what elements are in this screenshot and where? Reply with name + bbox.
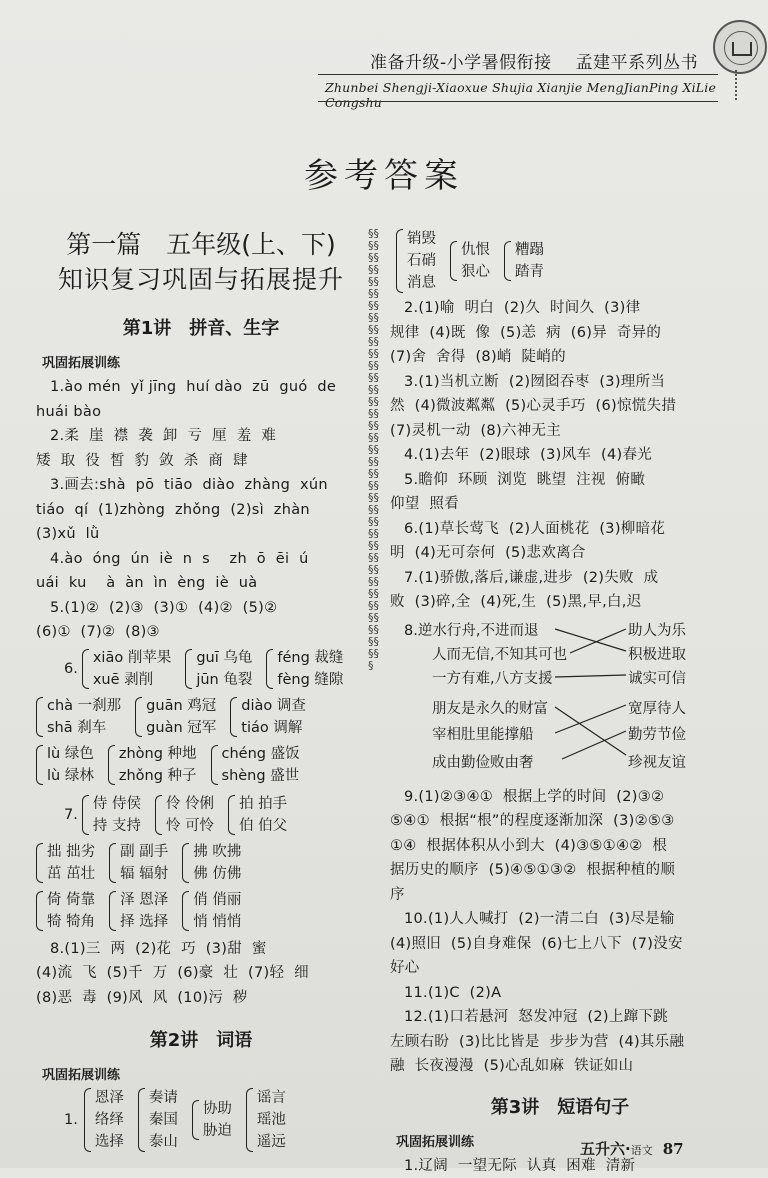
match-right: 勤劳节俭 [628, 723, 686, 744]
lesson3-title: 第3讲 短语句子 [390, 1093, 730, 1119]
q6-groups [36, 647, 366, 787]
header-title [370, 48, 698, 73]
answer-line: 3.(1)当机立断 (2)囫囵吞枣 (3)理所当 [390, 370, 730, 395]
answer-line: (4)流 飞 (5)千 万 (6)豪 壮 (7)轻 细 [36, 961, 366, 986]
answer-line: uái ku à àn ìn èng iè uà [36, 571, 366, 596]
answer-line: ①④ 根据体积从小到大 (4)③⑤①④② 根 [390, 834, 730, 859]
answer-line: huái bào [36, 400, 366, 425]
training-label: 巩固拓展训练 [42, 1064, 366, 1083]
series-name: 准备升级-小学暑假衔接 [370, 53, 552, 73]
answer-line: 8.(1)三 两 (2)花 巧 (3)甜 蜜 [36, 937, 366, 962]
match-left: 8.逆水行舟,不进而退 [404, 619, 538, 640]
lesson1-answers [36, 375, 366, 645]
header-rule [318, 74, 718, 75]
answer-line: 9.(1)②③④① 根据上学的时间 (2)③② [390, 785, 730, 810]
match-right: 诚实可信 [628, 667, 686, 688]
q8-answers [36, 937, 366, 1011]
page-title: 参考答案 [0, 148, 768, 197]
q7-row: 7. 侍 侍侯 持 支持 伶 伶俐 怜 可怜 拍 拍手 伯 伯父 [64, 793, 366, 837]
right-answers [390, 296, 730, 615]
r-top-groups: 销毁 石硝 消息 仇恨 狠心 糟蹋 踏青 [396, 228, 730, 294]
answer-line: 左顾右盼 (3)比比皆是 步步为营 (4)其乐融 [390, 1030, 730, 1055]
match-right: 珍视友谊 [628, 751, 686, 772]
answer-line: 好心 [390, 956, 730, 981]
answer-line: (8)恶 毒 (9)风 风 (10)污 秽 [36, 986, 366, 1011]
match-right: 宽厚待人 [628, 697, 686, 718]
q7-groups [36, 793, 366, 933]
answer-line: 12.(1)口若悬河 怒发冲冠 (2)上蹿下跳 [390, 1005, 730, 1030]
answer-line: 2.柔 崖 襟 袭 卸 亏 厘 羞 难 [36, 424, 366, 449]
answer-line: 7.(1)骄傲,落后,谦虚,进步 (2)失败 成 [390, 566, 730, 591]
answer-line: tiáo qí (1)zhòng zhǒng (2)sì zhàn [36, 498, 366, 523]
answer-line: (3)xǔ lǜ [36, 522, 366, 547]
answer-line: 明 (4)无可奈何 (5)悲欢离合 [390, 541, 730, 566]
answer-line: 据历史的顺序 (5)④⑤①③② 根据种植的顺 [390, 858, 730, 883]
match-left: 宰相肚里能撑船 [432, 723, 534, 744]
training-label: 巩固拓展训练 [396, 1131, 730, 1150]
answer-line: 然 (4)微波粼粼 (5)心灵手巧 (6)惊慌失措 [390, 394, 730, 419]
part-title-line1: 第一篇 五年级(上、下) [36, 228, 366, 262]
matching-exercise [390, 615, 730, 785]
match-right: 积极进取 [628, 643, 686, 664]
answer-line: 4.(1)去年 (2)眼球 (3)风车 (4)春光 [390, 443, 730, 468]
match-right: 助人为乐 [628, 619, 686, 640]
answer-line: 11.(1)C (2)A [390, 981, 730, 1006]
header-rule-bottom [318, 101, 718, 102]
lesson2-title: 第2讲 词语 [36, 1026, 366, 1052]
answer-line: (7)灵机一动 (8)六神无主 [390, 419, 730, 444]
answer-line: 10.(1)人人喊打 (2)一清二白 (3)尽是输 [390, 907, 730, 932]
left-column [36, 228, 366, 1153]
answer-line: ⑤④① 根据“根”的程度逐渐加深 (3)②⑤③ [390, 809, 730, 834]
match-lines [390, 615, 730, 785]
brand-name: 孟建平系列丛书 [576, 53, 699, 73]
match-left: 一方有难,八方支援 [432, 667, 553, 688]
page-footer [580, 1138, 684, 1159]
page-number: 87 [663, 1140, 684, 1158]
answer-line: 2.(1)喻 明白 (2)久 时间久 (3)律 [390, 296, 730, 321]
header-pinyin: Zhunbei Shengji-Xiaoxue Shujia Xianjie MengJianPing XiLie Congshu [325, 80, 768, 110]
answer-line: (7)舍 舍得 (8)峭 陡峭的 [390, 345, 730, 370]
match-left: 朋友是永久的财富 [432, 697, 548, 718]
answer-line: 规律 (4)既 像 (5)恙 病 (6)异 奇异的 [390, 321, 730, 346]
q7-row: 拙 拙劣 茁 茁壮 副 副手 辐 辐射 拂 吹拂 佛 仿佛 [36, 841, 366, 885]
q7-row: 倚 倚靠 犄 犄角 泽 恩泽 择 选择 俏 俏丽 悄 悄悄 [36, 889, 366, 933]
answer-line: 仰望 照看 [390, 492, 730, 517]
answer-line: 矮 取 役 皙 豹 敛 杀 商 肆 [36, 449, 366, 474]
q6-row: chà 一刹那 shā 刹车 guān 鸡冠 guàn 冠军 diào 调查 tiáo 调解 [36, 695, 366, 739]
answer-line: 1.辽阔 一望无际 认真 困难 清新 [390, 1154, 730, 1178]
answer-line: 融 长夜漫漫 (5)心乱如麻 铁证如山 [390, 1054, 730, 1079]
right-column [390, 228, 730, 1178]
training-label: 巩固拓展训练 [42, 352, 366, 371]
l2-q1-groups: 1. 恩泽 络绎 选择 奏请 秦国 泰山 协助 胁迫 谣言 瑶池 遥远 [64, 1087, 366, 1153]
answer-line: 4.ào óng ún iè n s zh ō ēi ú [36, 547, 366, 572]
grade-label: 五升六 [580, 1140, 625, 1158]
answer-line: 5.瞻仰 环顾 浏览 眺望 注视 俯瞰 [390, 468, 730, 493]
answer-line: 3.画去:shà pō tiāo diào zhàng xún [36, 473, 366, 498]
publisher-seal-icon [713, 20, 767, 74]
column-divider: §§§§§§§§§§§§§§§§§§§§§§§§§§§§§§§§§§§§§§§§§§§§§§§§§§§§§§§§§§§§§§§§§§§§§§§§§ [368, 228, 380, 1118]
answer-line: 败 (3)碎,全 (4)死,生 (5)黑,早,白,迟 [390, 590, 730, 615]
separator: · [625, 1140, 631, 1158]
answer-line: (6)① (7)② (8)③ [36, 620, 366, 645]
part-title-line2: 知识复习巩固与拓展提升 [36, 262, 366, 298]
answer-line: 5.(1)② (2)③ (3)① (4)② (5)② [36, 596, 366, 621]
answer-line: 序 [390, 883, 730, 908]
q6-row: 6. xiāo 削苹果 xuē 剥削 guī 乌龟 jūn 龟裂 féng 裁缝 fèng 缝隙 [64, 647, 366, 691]
q6-row: lù 绿色 lù 绿林 zhòng 种地 zhǒng 种子 chéng 盛饭 shèng 盛世 [36, 743, 366, 787]
answer-line: 1.ào mén yǐ jīng huí dào zū guó de [36, 375, 366, 400]
answer-line: (4)照旧 (5)自身难保 (6)七上八下 (7)没安 [390, 932, 730, 957]
right-answers-2 [390, 785, 730, 1079]
lesson1-title: 第1讲 拼音、生字 [36, 314, 366, 340]
match-left: 成由勤俭败由奢 [432, 751, 534, 772]
match-left: 人而无信,不知其可也 [432, 643, 567, 664]
answer-line: 6.(1)草长莺飞 (2)人面桃花 (3)柳暗花 [390, 517, 730, 542]
subject-label: 语文 [631, 1144, 653, 1157]
